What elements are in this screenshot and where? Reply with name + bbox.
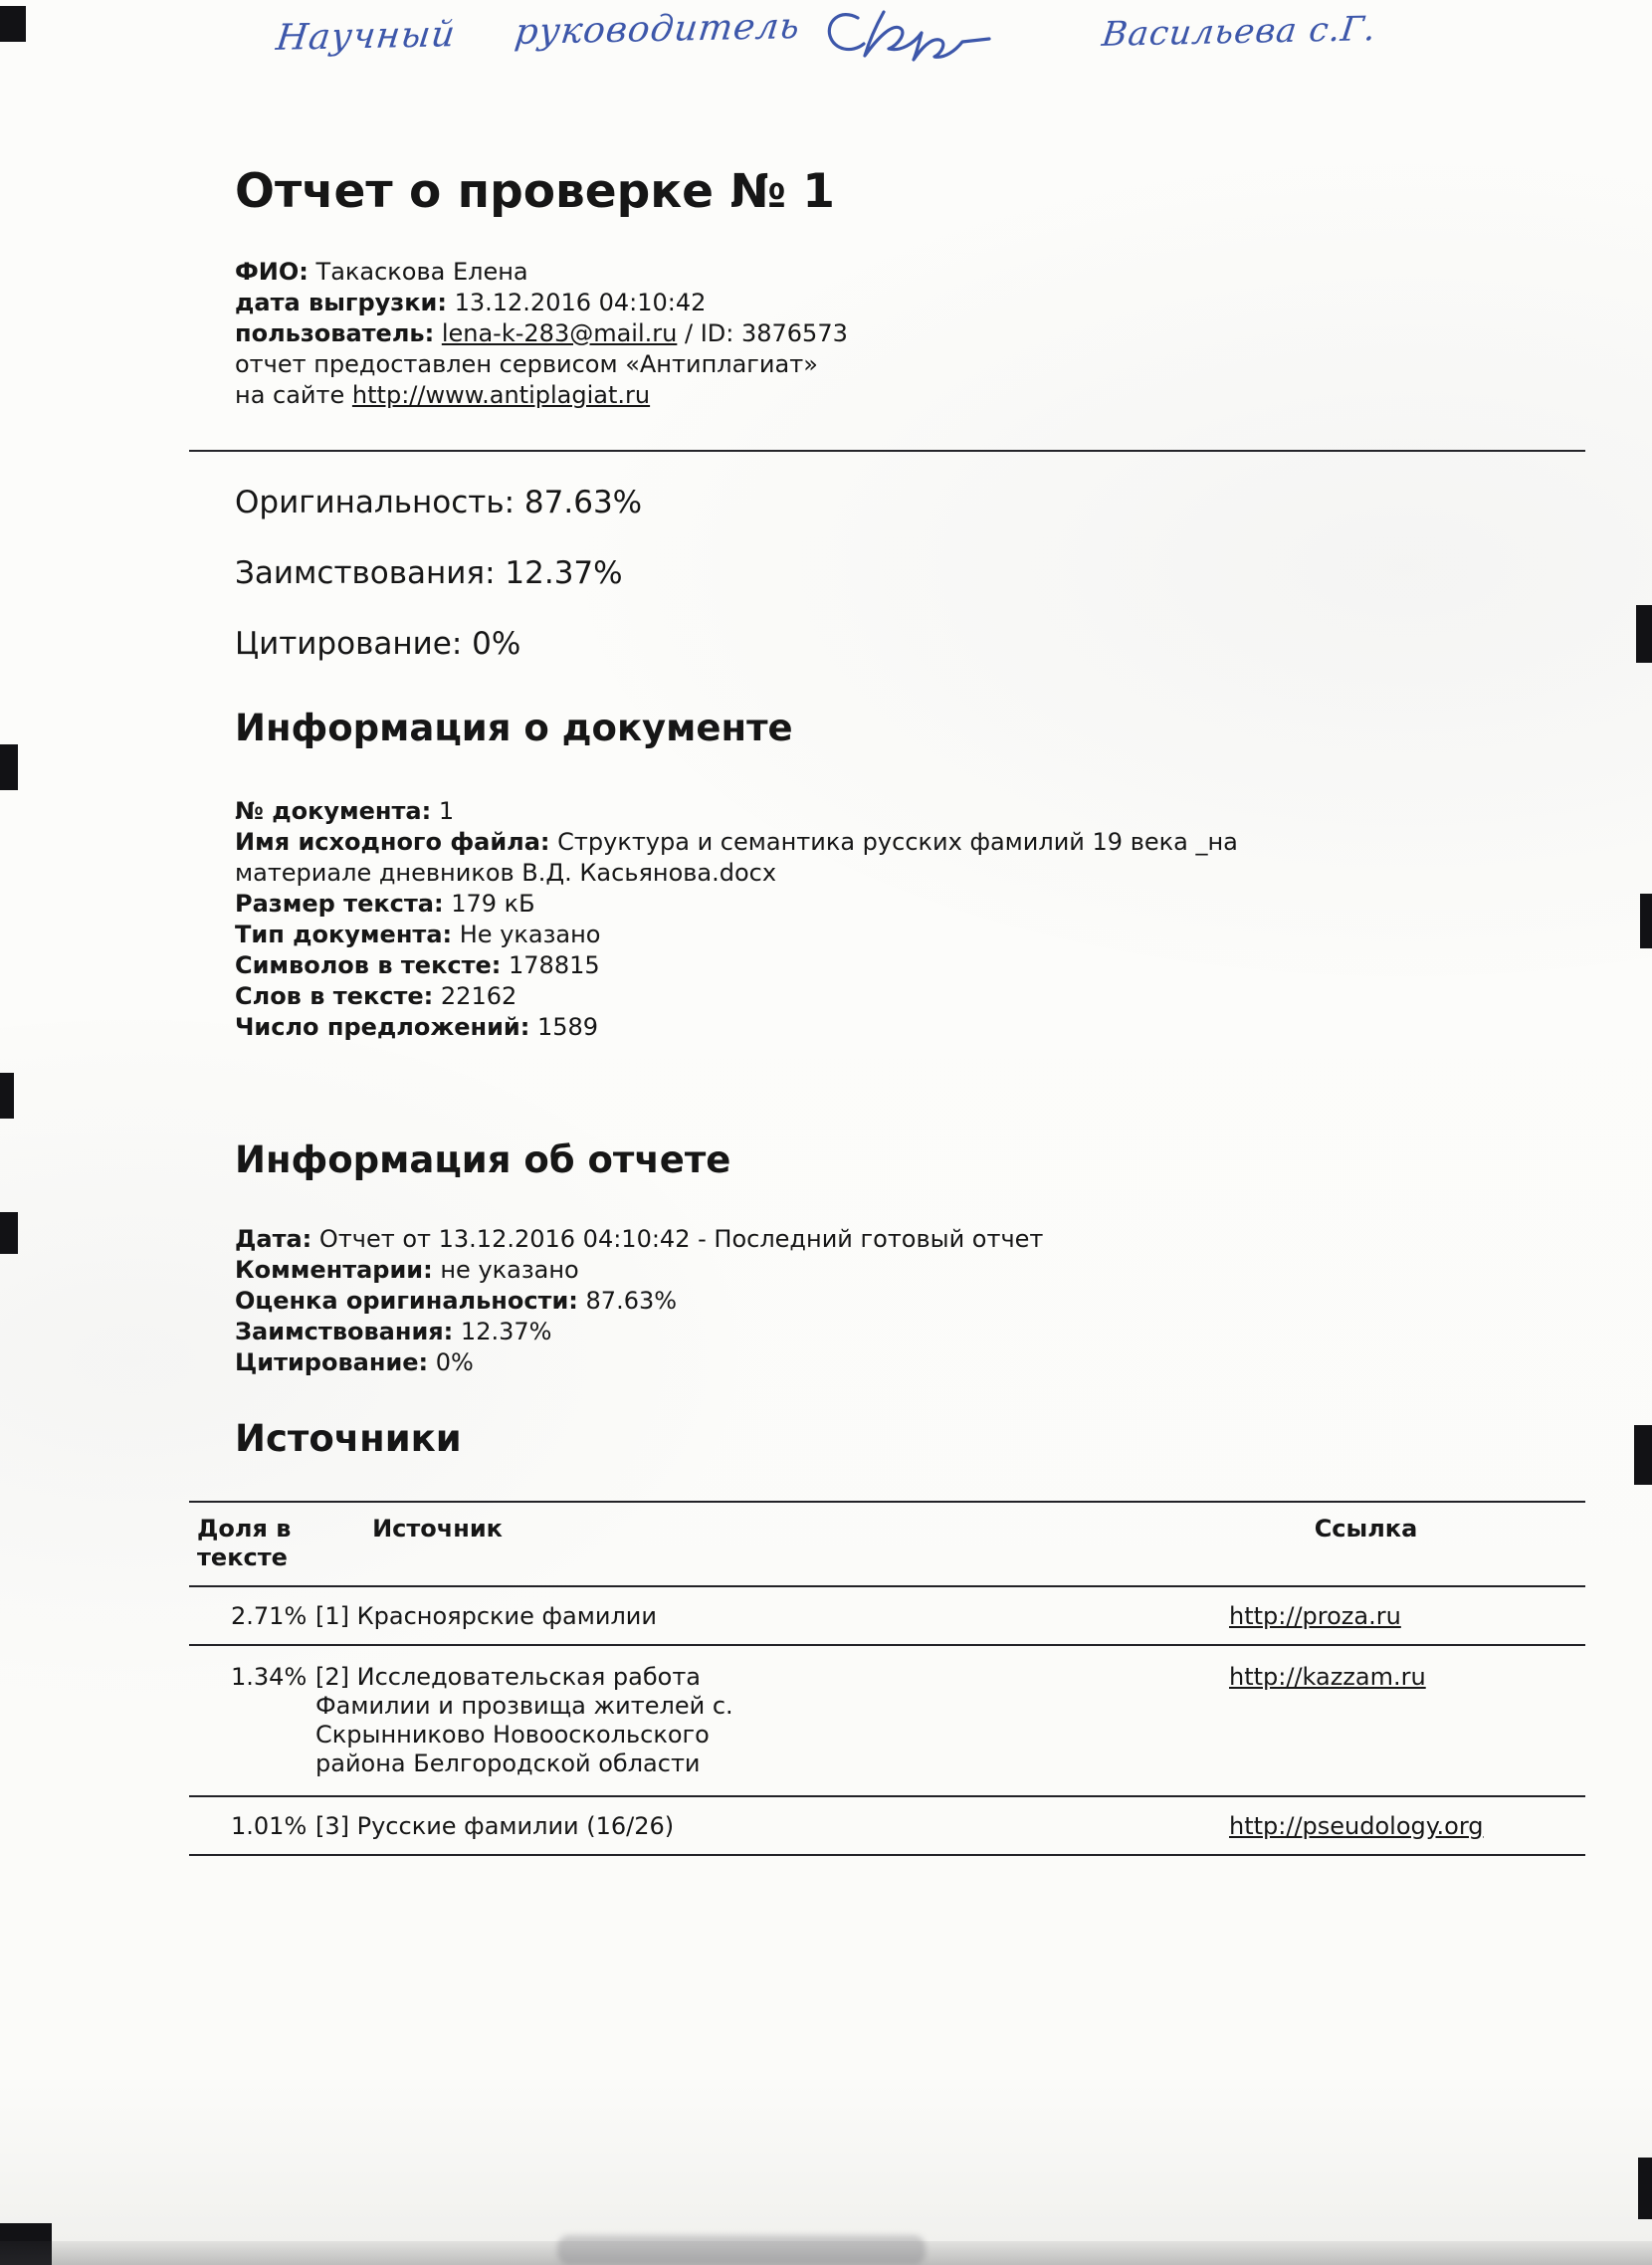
source-1-link[interactable]: http://proza.ru — [1229, 1602, 1401, 1630]
report-date-value: Отчет от 13.12.2016 04:10:42 - Последний готовый отчет — [318, 1225, 1044, 1253]
sources-heading: Источники — [235, 1417, 462, 1460]
report-meta-block — [235, 257, 1429, 411]
scan-artifact — [0, 744, 18, 790]
source-2-share: 1.34% — [231, 1663, 308, 1691]
source-3-title: [3] Русские фамилии (16/26) — [315, 1812, 675, 1840]
originality-label: Оригинальность: — [235, 485, 516, 520]
report-citation-value: 0% — [435, 1348, 474, 1376]
meta-fio-label: ФИО: — [235, 258, 309, 286]
doc-number-line — [235, 796, 1349, 827]
meta-upload-value: 13.12.2016 04:10:42 — [454, 289, 707, 316]
scan-artifact — [0, 6, 26, 42]
handwriting-name: Васильева с.Г. — [1100, 9, 1379, 55]
scores-block — [235, 485, 642, 697]
borrowings-score — [235, 555, 642, 591]
doc-size-label: Размер текста: — [235, 890, 444, 918]
source-1-title: [1] Красноярские фамилии — [315, 1602, 657, 1630]
doc-words-line — [235, 981, 1349, 1012]
col-header-link: Ссылка — [1314, 1515, 1418, 1543]
doc-sentences-value: 1589 — [536, 1013, 599, 1041]
scan-artifact — [1640, 894, 1652, 948]
doc-chars-label: Символов в тексте: — [235, 951, 502, 979]
doc-info-heading: Информация о документе — [235, 707, 793, 749]
meta-fio-line — [235, 257, 1429, 288]
meta-user-label: пользователь: — [235, 319, 435, 347]
originality-score — [235, 485, 642, 520]
doc-info-block — [235, 796, 1349, 1043]
doc-type-value: Не указано — [459, 921, 601, 948]
doc-type-line — [235, 920, 1349, 950]
doc-size-value: 179 кБ — [451, 890, 535, 918]
doc-number-label: № документа: — [235, 797, 432, 825]
doc-chars-line — [235, 950, 1349, 981]
scan-smudge — [557, 2235, 926, 2265]
report-citation-line — [235, 1347, 1479, 1378]
citation-score — [235, 626, 642, 662]
doc-filename-value: Структура и семантика русских фамилий 19 века _на материале дневников В.Д. Касьянова.docx — [235, 828, 1238, 887]
meta-user-line — [235, 318, 1429, 349]
handwriting-word-rukovoditel: руководитель — [513, 6, 803, 53]
report-borrowings-line — [235, 1317, 1479, 1347]
scan-artifact — [0, 1212, 18, 1254]
doc-filename-label: Имя исходного файла: — [235, 828, 550, 856]
section-divider — [189, 450, 1585, 452]
doc-filename-line — [235, 827, 1349, 889]
meta-service-line: отчет предоставлен сервисом «Антиплагиат» — [235, 350, 818, 378]
scan-artifact — [1636, 605, 1652, 663]
originality-value: 87.63% — [523, 485, 643, 520]
antiplagiat-site-link[interactable]: http://www.antiplagiat.ru — [351, 381, 651, 409]
report-comments-label: Комментарии: — [235, 1256, 433, 1284]
report-info-block — [235, 1224, 1479, 1378]
doc-words-label: Слов в тексте: — [235, 982, 434, 1010]
doc-chars-value: 178815 — [509, 951, 600, 979]
source-2-title: [2] Исследовательская работа Фамилии и прозвища жителей с. Скрынниково Новооскольского района Белгородской области — [315, 1663, 733, 1777]
meta-site-line — [235, 380, 1429, 411]
handwriting-word-nauchny: Научный — [274, 14, 459, 59]
borrowings-label: Заимствования: — [235, 555, 496, 591]
doc-number-value: 1 — [438, 797, 455, 825]
meta-upload-label: дата выгрузки: — [235, 289, 447, 316]
report-comments-value: не указано — [440, 1256, 579, 1284]
meta-fio-value: Такаскова Елена — [315, 258, 528, 286]
meta-upload-line — [235, 288, 1429, 318]
doc-words-value: 22162 — [440, 982, 517, 1010]
source-row-1 — [189, 1587, 1585, 1646]
doc-size-line — [235, 889, 1349, 920]
report-comments-line — [235, 1255, 1479, 1286]
scan-artifact — [1634, 1425, 1652, 1485]
user-email-link[interactable]: lena-k-283@mail.ru — [441, 319, 678, 347]
doc-sentences-label: Число предложений: — [235, 1013, 530, 1041]
source-2-link[interactable]: http://kazzam.ru — [1229, 1663, 1426, 1691]
report-originality-line — [235, 1286, 1479, 1317]
scan-artifact — [0, 1073, 14, 1119]
report-originality-value: 87.63% — [585, 1287, 678, 1315]
report-originality-label: Оценка оригинальности: — [235, 1287, 578, 1315]
scan-artifact — [1638, 2158, 1652, 2219]
report-borrowings-label: Заимствования: — [235, 1318, 454, 1345]
source-row-3 — [189, 1797, 1585, 1856]
signature-scribble-icon — [818, 2, 1017, 70]
col-header-share: Доля в тексте — [197, 1515, 292, 1571]
source-3-share: 1.01% — [231, 1812, 308, 1840]
meta-user-id: / ID: 3876573 — [684, 319, 848, 347]
sources-table — [189, 1501, 1585, 1856]
doc-sentences-line — [235, 1012, 1349, 1043]
report-info-heading: Информация об отчете — [235, 1138, 731, 1181]
col-header-source: Источник — [372, 1515, 503, 1543]
report-borrowings-value: 12.37% — [460, 1318, 552, 1345]
page-title: Отчет о проверке № 1 — [235, 164, 836, 219]
source-3-link[interactable]: http://pseudology.org — [1229, 1812, 1484, 1840]
source-1-share: 2.71% — [231, 1602, 308, 1630]
source-row-2 — [189, 1646, 1585, 1797]
report-citation-label: Цитирование: — [235, 1348, 429, 1376]
meta-site-prefix: на сайте — [235, 381, 345, 409]
doc-type-label: Тип документа: — [235, 921, 453, 948]
citation-value: 0% — [472, 626, 521, 662]
report-date-line — [235, 1224, 1479, 1255]
citation-label: Цитирование: — [235, 626, 463, 662]
report-date-label: Дата: — [235, 1225, 312, 1253]
borrowings-value: 12.37% — [505, 555, 623, 591]
sources-table-header — [189, 1503, 1585, 1587]
